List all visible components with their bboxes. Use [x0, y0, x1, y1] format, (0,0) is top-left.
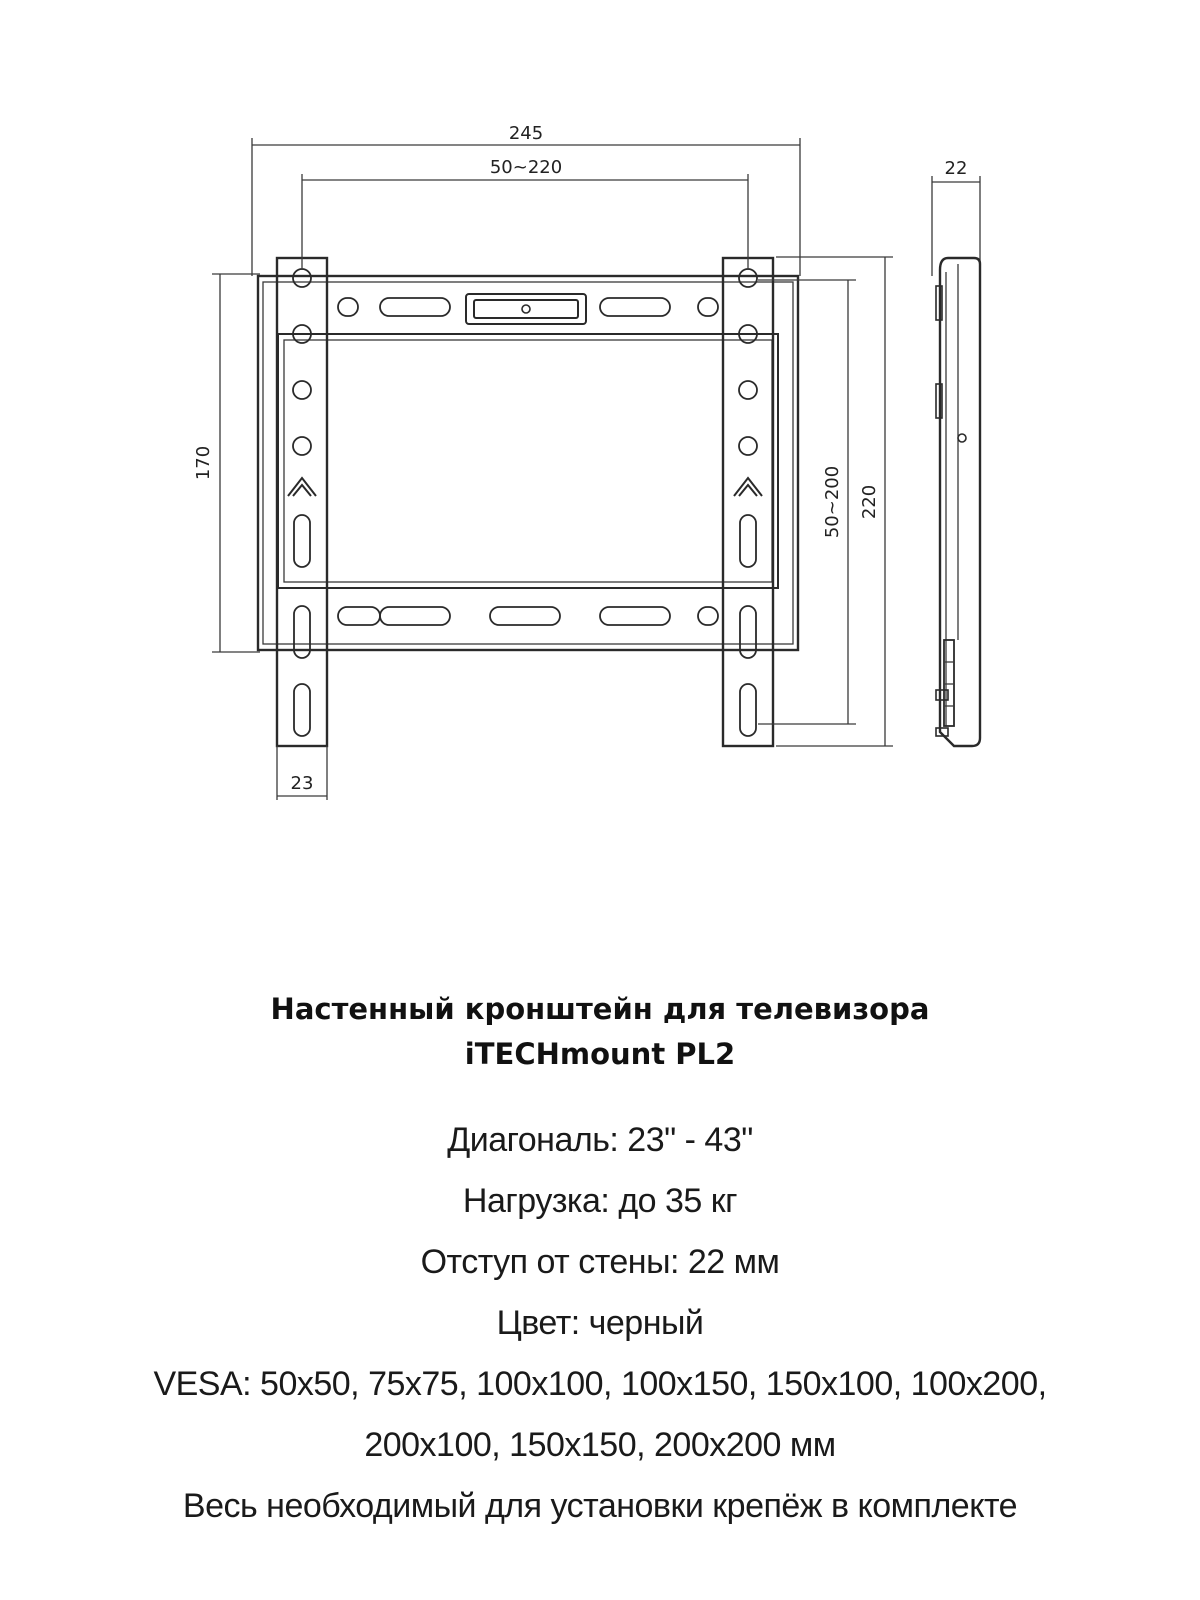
level-bubble-icon — [466, 294, 586, 324]
side-view — [932, 158, 980, 746]
right-vertical-strip — [723, 258, 773, 746]
spec-wall-offset: Отступ от стены: 22 мм — [420, 1243, 780, 1281]
dim-label-total-height: 220 — [859, 484, 880, 520]
brand-arrow-icon — [734, 478, 762, 496]
wall-plate-front-view — [258, 276, 798, 650]
brand-arrow-icon — [288, 478, 316, 496]
spec-hardware: Весь необходимый для установки крепёж в комплекте — [182, 1487, 1018, 1525]
dimension-strip-width — [277, 746, 327, 800]
spec-vesa-line-1: VESA: 50x50, 75x75, 100x100, 100x150, 150x100, 100x200, — [153, 1365, 1047, 1403]
spec-list — [0, 1110, 1200, 1537]
dim-label-height: 170 — [193, 445, 214, 481]
dimension-vesa-horizontal — [302, 157, 748, 270]
spec-diagonal: Диагональ: 23" - 43" — [447, 1121, 753, 1159]
spec-color: Цвет: черный — [496, 1304, 704, 1342]
dimension-total-width — [252, 123, 800, 276]
spec-vesa-line-2: 200x100, 150x150, 200x200 мм — [364, 1426, 836, 1464]
dim-label-vesa-vertical: 50~200 — [822, 465, 843, 539]
dim-label-strip-width: 23 — [290, 773, 314, 794]
dim-label-depth: 22 — [944, 158, 968, 179]
product-model: iTECHmount PL2 — [464, 1037, 736, 1071]
bottom-bar-slots — [338, 607, 718, 625]
spec-load: Нагрузка: до 35 кг — [462, 1182, 738, 1220]
dim-label-total-width: 245 — [508, 123, 544, 144]
dim-label-vesa-horizontal: 50~220 — [489, 157, 563, 178]
dimension-height — [193, 274, 260, 652]
product-title: Настенный кронштейн для телевизора — [270, 992, 930, 1026]
